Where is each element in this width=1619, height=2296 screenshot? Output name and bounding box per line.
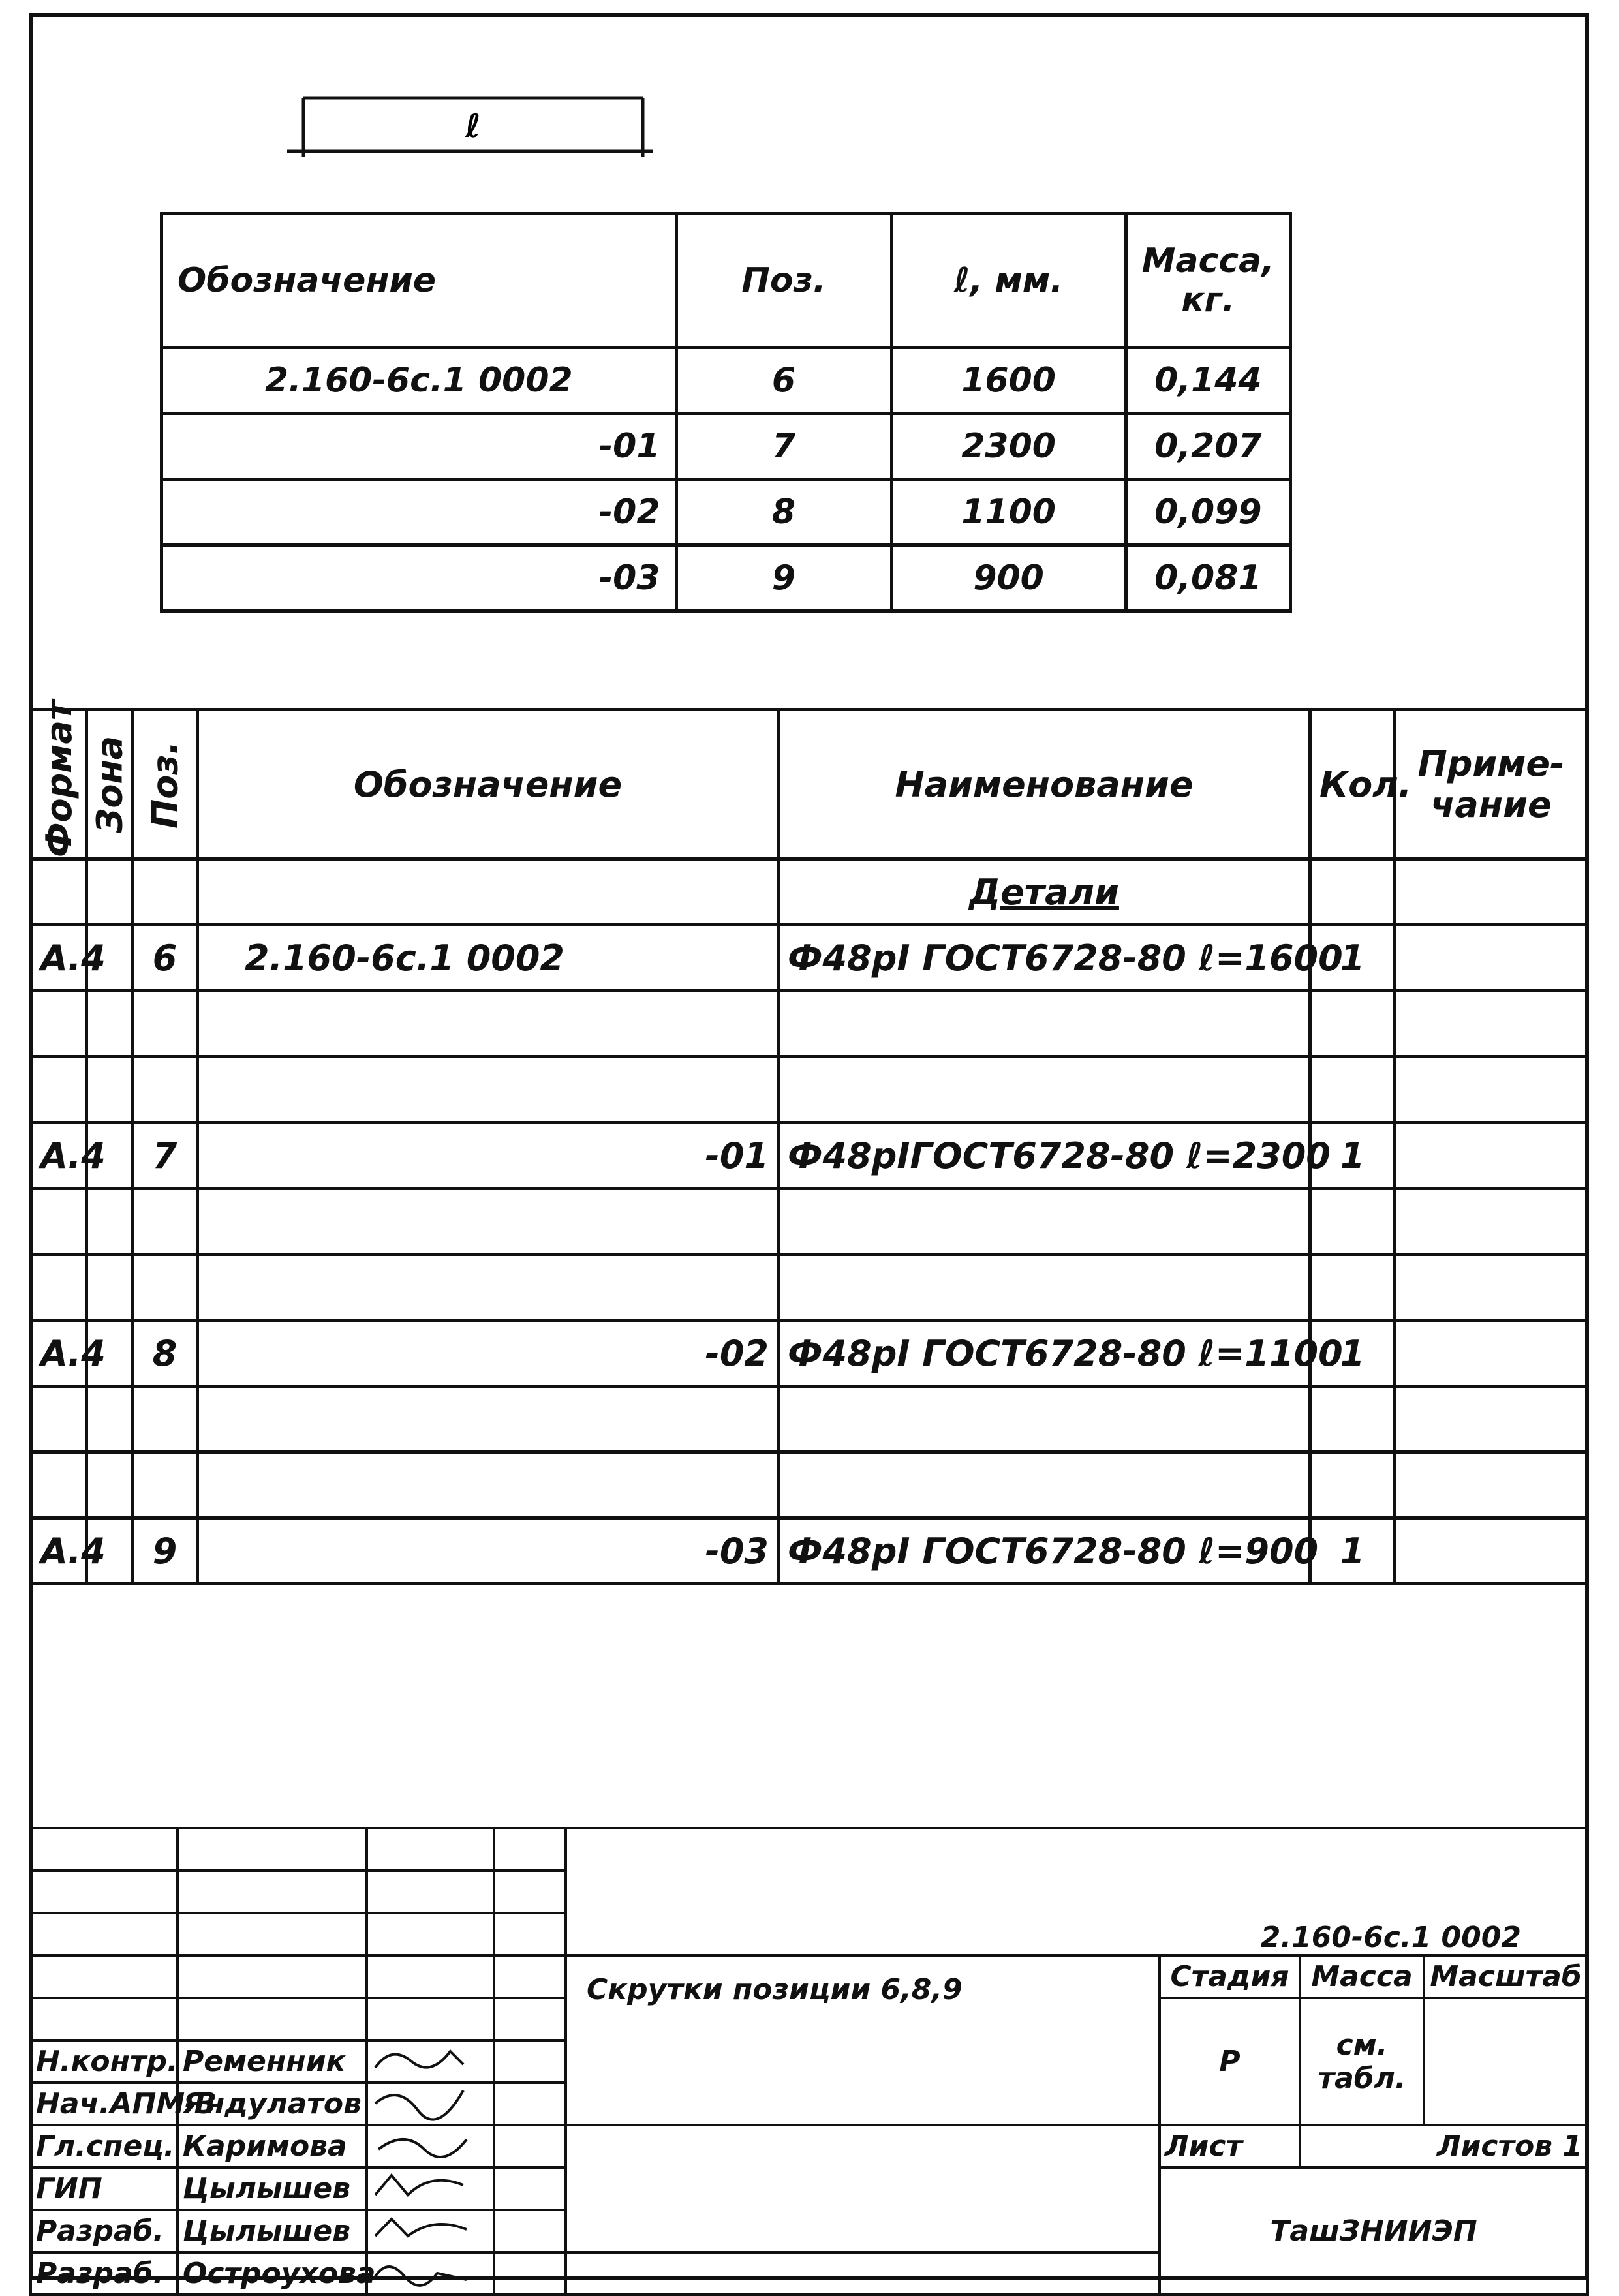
cell-length: 900 — [891, 545, 1126, 611]
col-name: Наименование — [779, 710, 1310, 859]
signature-scribble — [367, 2083, 494, 2125]
cell-mass: 0,099 — [1126, 480, 1290, 545]
stage-value: Р — [1160, 1998, 1300, 2125]
cell-qty: 1 — [1310, 1518, 1395, 1584]
cell-pos: 7 — [676, 414, 891, 480]
title-block — [29, 1827, 1589, 2296]
cell-qty: 1 — [1310, 925, 1395, 991]
signature-scribble — [367, 2252, 494, 2295]
cell-designation: -03 — [162, 545, 677, 611]
cell-designation: -01 — [162, 414, 677, 480]
cell-format: А.4 — [31, 1321, 87, 1386]
sig-name: Цылышев — [177, 2210, 367, 2252]
cell-mass: 0,144 — [1126, 348, 1290, 414]
col-qty: Кол. — [1310, 710, 1395, 859]
sig-name: Яндулатов — [177, 2083, 367, 2125]
sig-role: Гл.спец. — [31, 2125, 177, 2167]
cell-qty: 1 — [1310, 1321, 1395, 1386]
cell-designation: -02 — [198, 1321, 779, 1386]
signature-scribble — [367, 2210, 494, 2252]
sheet-label: Лист — [1160, 2125, 1300, 2167]
section-title: Детали — [779, 859, 1310, 925]
cell-name: Ф48рI ГОСТ6728-80 ℓ=1100 — [779, 1321, 1310, 1386]
spec-row — [31, 1123, 1588, 1189]
cell-qty: 1 — [1310, 1123, 1395, 1189]
sig-name: Цылышев — [177, 2167, 367, 2210]
scale-label: Масштаб — [1424, 1955, 1588, 1998]
length-table-header — [162, 214, 1291, 348]
cell-designation: 2.160-6с.1 0002 — [162, 348, 677, 414]
signature-scribble — [367, 2167, 494, 2210]
length-table-row — [162, 480, 1291, 545]
signature-scribble — [367, 2040, 494, 2083]
spec-table — [29, 699, 1589, 1585]
col-pos: Поз. — [132, 710, 198, 859]
dimension-sketch — [287, 91, 653, 163]
length-table-row — [162, 545, 1291, 611]
cell-pos: 6 — [676, 348, 891, 414]
cell-designation: -01 — [198, 1123, 779, 1189]
dimension-label: ℓ — [465, 107, 481, 145]
signature-scribble — [367, 2125, 494, 2167]
doc-title: Скрутки позиции 6,8,9 — [566, 1955, 1160, 2125]
cell-designation: 2.160-6с.1 0002 — [198, 925, 779, 991]
cell-length: 2300 — [891, 414, 1126, 480]
cell-format: А.4 — [31, 925, 87, 991]
sig-name: Остроухова — [177, 2252, 367, 2295]
signature-row — [31, 2125, 1588, 2167]
cell-designation: -03 — [198, 1518, 779, 1584]
sig-name: Ременник — [177, 2040, 367, 2083]
sig-role: Разраб. — [31, 2252, 177, 2295]
length-table-row — [162, 348, 1291, 414]
cell-mass: 0,081 — [1126, 545, 1290, 611]
col-zone: Зона — [87, 710, 132, 859]
cell-mass: 0,207 — [1126, 414, 1290, 480]
mass-value: см. табл. — [1300, 1998, 1424, 2125]
length-table-row — [162, 414, 1291, 480]
sig-role: Разраб. — [31, 2210, 177, 2252]
sig-name: Каримова — [177, 2125, 367, 2167]
cell-format: А.4 — [31, 1123, 87, 1189]
sig-role: Н.контр. — [31, 2040, 177, 2083]
col-designation: Обозначение — [198, 710, 779, 859]
stage-label: Стадия — [1160, 1955, 1300, 1998]
col-pos: Поз. — [676, 214, 891, 348]
cell-name: Ф48рIГОСТ6728-80 ℓ=2300 — [779, 1123, 1310, 1189]
spec-row — [31, 1321, 1588, 1386]
organization: ТашЗНИИЭП — [1160, 2167, 1588, 2295]
cell-length: 1600 — [891, 348, 1126, 414]
col-length: ℓ, мм. — [891, 214, 1126, 348]
cell-name: Ф48рI ГОСТ6728-80 ℓ=1600 — [779, 925, 1310, 991]
cell-length: 1100 — [891, 480, 1126, 545]
spec-row — [31, 925, 1588, 991]
mass-label: Масса — [1300, 1955, 1424, 1998]
cell-pos: 6 — [132, 925, 198, 991]
cell-name: Ф48рI ГОСТ6728-80 ℓ=900 — [779, 1518, 1310, 1584]
cell-pos: 7 — [132, 1123, 198, 1189]
cell-pos: 8 — [676, 480, 891, 545]
spec-row — [31, 1518, 1588, 1584]
cell-pos: 9 — [132, 1518, 198, 1584]
spec-header — [31, 710, 1588, 859]
length-table — [160, 212, 1292, 613]
section-row — [31, 859, 1588, 925]
cell-designation: -02 — [162, 480, 677, 545]
cell-pos: 9 — [676, 545, 891, 611]
sig-role: ГИП — [31, 2167, 177, 2210]
cell-pos: 8 — [132, 1321, 198, 1386]
doc-number: 2.160-6с.1 0002 — [566, 1828, 1588, 1955]
sig-role: Нач.АПМ-3 — [31, 2083, 177, 2125]
col-mass: Масса, кг. — [1126, 214, 1290, 348]
col-designation: Обозначение — [162, 214, 677, 348]
sheets-label: Листов 1 — [1300, 2125, 1588, 2167]
col-format: Формат — [31, 710, 87, 859]
col-note: Приме-чание — [1395, 710, 1588, 859]
cell-format: А.4 — [31, 1518, 87, 1584]
